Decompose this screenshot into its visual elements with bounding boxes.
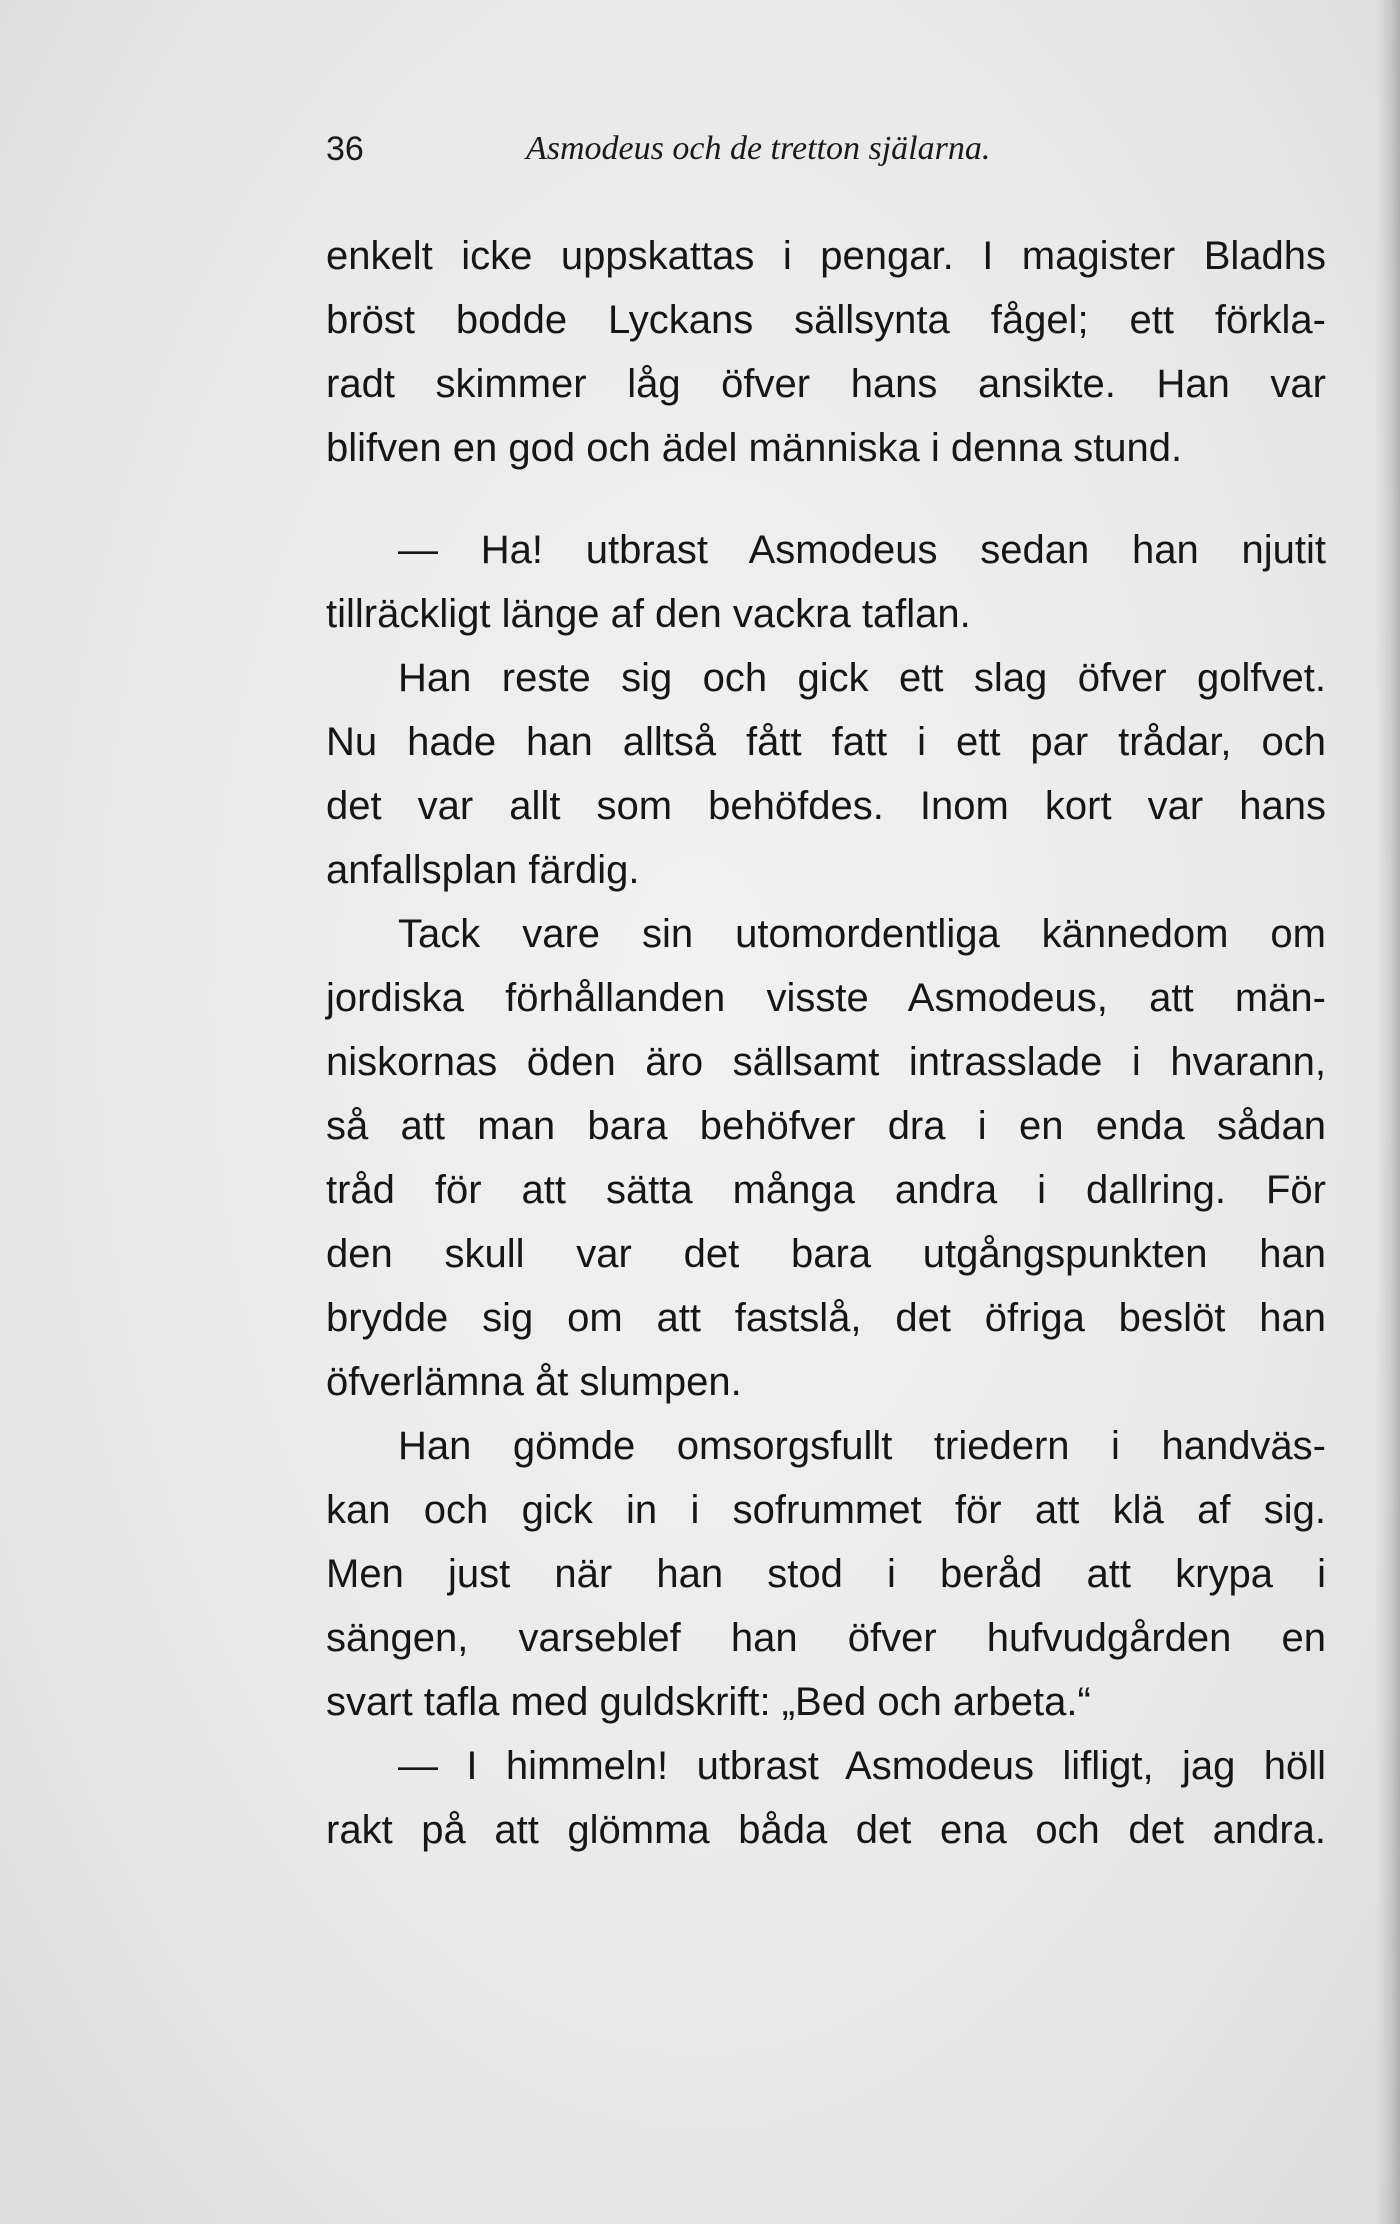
text-line: niskornas öden äro sällsamt intrasslade i hvarann, <box>326 1040 1326 1084</box>
text-line: sängen, varseblef han öfver hufvudgården en <box>326 1616 1326 1660</box>
page-number: 36 <box>326 130 364 168</box>
text-line: det var allt som behöfdes. Inom kort var hans <box>326 784 1326 828</box>
text-line: anfallsplan färdig. <box>326 848 640 892</box>
text-line: den skull var det bara utgångspunkten han <box>326 1232 1326 1276</box>
text-line: öfverlämna åt slumpen. <box>326 1360 742 1404</box>
text-line: Han gömde omsorgsfullt triedern i handväs- <box>398 1424 1326 1468</box>
running-title: Asmodeus och de tretton själarna. <box>526 130 991 167</box>
text-line: jordiska förhållanden visste Asmodeus, att män- <box>326 976 1326 1020</box>
text-line: Tack vare sin utomordentliga kännedom om <box>398 912 1326 956</box>
text-line: — I himmeln! utbrast Asmodeus lifligt, jag höll <box>398 1744 1326 1788</box>
text-line: rakt på att glömma båda det ena och det andra. <box>326 1808 1326 1852</box>
text-line: Nu hade han alltså fått fatt i ett par trådar, och <box>326 720 1326 764</box>
text-line: Han reste sig och gick ett slag öfver golfvet. <box>398 656 1326 700</box>
text-line: enkelt icke uppskattas i pengar. I magister Bladhs <box>326 234 1326 278</box>
text-line: så att man bara behöfver dra i en enda sådan <box>326 1104 1326 1148</box>
page-spine-shadow <box>1376 0 1400 2224</box>
text-line: Men just när han stod i beråd att krypa i <box>326 1552 1326 1596</box>
text-line: tråd för att sätta många andra i dallring. För <box>326 1168 1326 1212</box>
text-line: bröst bodde Lyckans sällsynta fågel; ett förkla- <box>326 298 1326 342</box>
text-line: — Ha! utbrast Asmodeus sedan han njutit <box>398 528 1326 572</box>
text-line: radt skimmer låg öfver hans ansikte. Han var <box>326 362 1326 406</box>
text-line: kan och gick in i sofrummet för att klä af sig. <box>326 1488 1326 1532</box>
body-text <box>326 224 1326 1862</box>
text-line: brydde sig om att fastslå, det öfriga beslöt han <box>326 1296 1326 1340</box>
text-line: tillräckligt länge af den vackra taflan. <box>326 592 971 636</box>
text-line: svart tafla med guldskrift: „Bed och arbeta.“ <box>326 1680 1091 1724</box>
page-header <box>326 130 1326 180</box>
text-line: blifven en god och ädel människa i denna stund. <box>326 426 1183 470</box>
